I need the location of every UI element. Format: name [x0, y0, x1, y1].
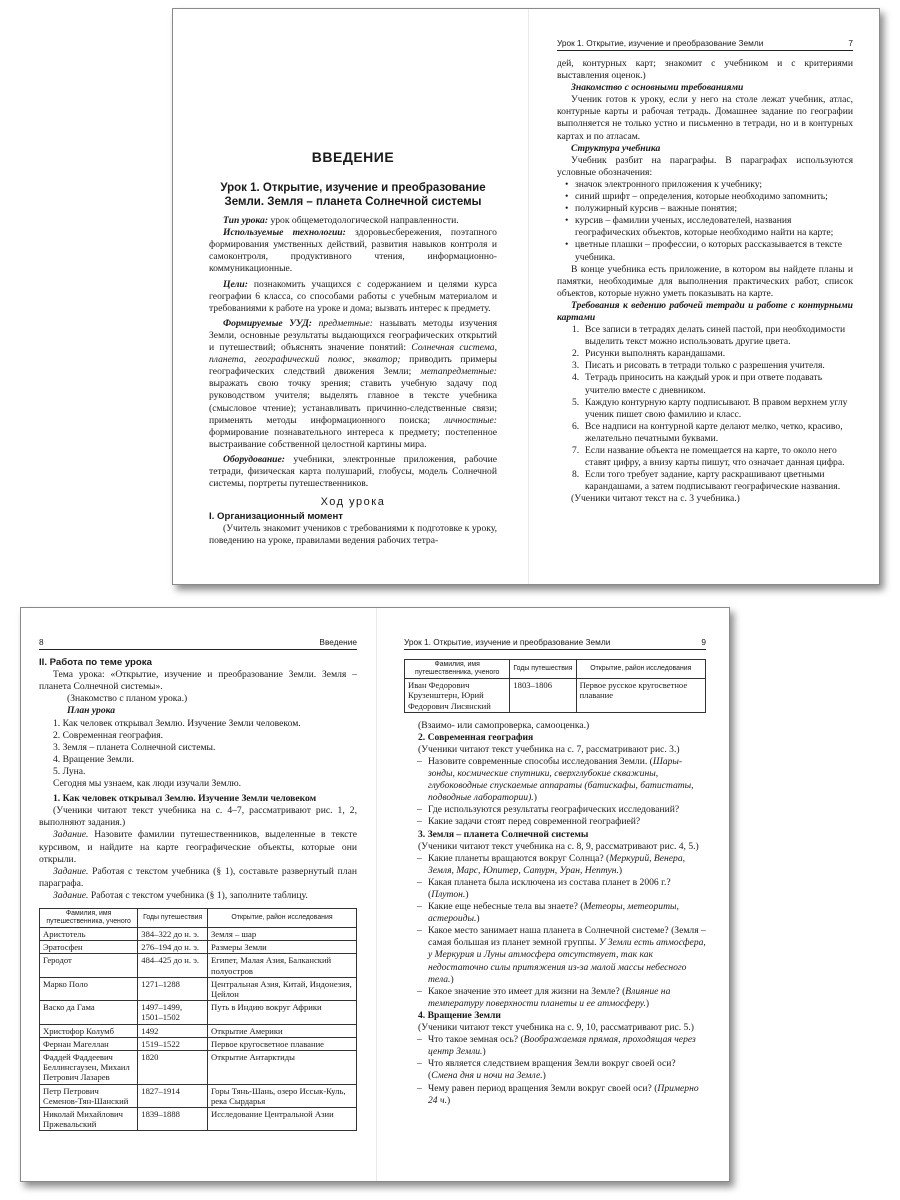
table-row	[40, 977, 357, 1000]
travelers-table	[39, 908, 357, 1131]
subheading-notebook-rules: Требования к ведению рабочей тетради и работе с контурными картами	[557, 299, 853, 323]
table-cell: Центральная Азия, Китай, Индонезия, Цейлон	[208, 977, 357, 1000]
lesson-technologies: Используемые технологии: здоровьесбережения, поэтапного формирования умственных действий, развития навыков контроля и самоконтроля, продуктивного чтения, информационно-коммуникационные.	[209, 227, 497, 275]
page-8	[39, 636, 357, 1181]
page-7-right-column	[557, 39, 853, 584]
table-header-cell: Открытие, район исследования	[208, 908, 357, 927]
table-row	[40, 1051, 357, 1085]
plan-item: 1. Как человек открывал Землю. Изучение Земли человеком.	[53, 717, 301, 729]
plan-item: 3. Земля – планета Солнечной системы.	[53, 741, 216, 753]
plan-item: 5. Луна.	[53, 765, 86, 777]
list-item: 5. Каждую контурную карту подписывают. В правом верхнем углу ученик пишет свою фамилию и класс.	[572, 396, 848, 420]
table-row	[40, 941, 357, 954]
task-2: Задание. Работая с текстом учебника (§ 1), составьте развернутый план параграфа.	[39, 865, 357, 889]
table-cell: 1271–1288	[138, 977, 208, 1000]
table-cell: Аристотель	[40, 927, 138, 940]
table-header-row	[405, 660, 706, 679]
section-1-heading: I. Организационный момент	[209, 511, 343, 523]
subsection-1-text: (Ученики читают текст учебника на с. 4–7, рассматривают рис. 1, 2, выполняют задания.)	[39, 805, 357, 829]
table-row	[40, 1108, 357, 1131]
table-cell: Иван Федорович Крузенштерн, Юрий Федорович Лисянский	[405, 679, 510, 713]
lesson-topic: Тема урока: «Открытие, изучение и преобразование Земли. Земля – планета Солнечной системы».	[39, 669, 357, 693]
table-cell: 484–425 до н. э.	[138, 954, 208, 977]
list-item: • курсив – фамилии ученых, исследователей, названия географических объектов, которые необходимо найти на карте;	[575, 215, 853, 239]
table-cell: Первое кругосветное плавание	[208, 1037, 357, 1050]
table-cell: Открытие Америки	[208, 1024, 357, 1037]
table-row	[405, 679, 706, 713]
list-item: 3. Писать и рисовать в тетради только с разрешения учителя.	[572, 360, 825, 372]
subsection-2-heading: 2. Современная география	[418, 731, 534, 743]
question-item: – Какие планеты вращаются вокруг Солнца? (Меркурий, Венера, Земля, Марс, Юпитер, Сатурн, Уран, Нептун.)	[428, 853, 706, 877]
subheading-textbook-structure: Структура учебника	[571, 142, 661, 154]
list-item: 2. Рисунки выполнять карандашами.	[572, 348, 726, 360]
lesson-title-line-1: Урок 1. Открытие, изучение и преобразование	[220, 182, 486, 195]
continued-text: дей, контурных карт; знакомит с учебником и с критериями выставления оценок.)	[557, 58, 853, 82]
table-row	[40, 927, 357, 940]
table-cell: Фаддей Фаддеевич Беллинсгаузен, Михаил Петрович Лазарев	[40, 1051, 138, 1085]
table-cell: 1827–1914	[138, 1084, 208, 1107]
table-cell: Фернан Магеллан	[40, 1037, 138, 1050]
subsection-2-questions	[404, 756, 706, 829]
subsection-4-questions	[404, 1034, 706, 1107]
question-item: – Где используются результаты географических исследований?	[428, 804, 706, 816]
table-cell: 1492	[138, 1024, 208, 1037]
table-row	[40, 1037, 357, 1050]
chapter-title: ВВЕДЕНИЕ	[311, 149, 395, 165]
table-header-cell: Фамилия, имя путешественника, ученого	[405, 660, 510, 679]
question-item: – Что является следствием вращения Земли вокруг своей оси? (Смена дня и ночи на Земле.)	[428, 1058, 706, 1082]
list-item: 6. Все надписи на контурной карте делают мелко, четко, красиво, желательно печатными буквами.	[572, 420, 843, 444]
page-fold	[528, 9, 529, 584]
today-text: Сегодня мы узнаем, как люди изучали Землю.	[53, 778, 242, 790]
plan-item: 2. Современная география.	[53, 729, 164, 741]
question-item: – Какое место занимает наша планета в Солнечной системе? (Земля – самая большая из планет земной группы. У Земли есть атмосфера, у Меркурия и Луны атмосфера отсутствует, так как недостаточно силы притяжения из-за малой массы небесного тела.)	[428, 925, 706, 985]
travelers-table-continued	[404, 659, 706, 713]
page-7-running-header	[557, 37, 853, 51]
table-row	[40, 1024, 357, 1037]
table-cell: Путь в Индию вокруг Африки	[208, 1001, 357, 1024]
table-header-cell: Открытие, район исследования	[576, 660, 705, 679]
top-page-spread	[172, 8, 880, 585]
table-cell: 384–322 до н. э.	[138, 927, 208, 940]
page-9	[404, 636, 706, 1181]
list-item: 8. Если того требует задание, карту раскрашивают цветными карандашами, а затем подписывают географические названия.	[572, 469, 841, 493]
lesson-type: Тип урока: урок общеметодологической направленности.	[223, 215, 459, 227]
requirements-text: Ученик готов к уроку, если у него на столе лежат учебник, атлас, контурные карты и рабочая тетрадь. Домашнее задание по географии выполняется не только устно и письменно в тетради, но и в контурных картах и по атласам.	[557, 94, 853, 142]
table-cell: 1803–1806	[510, 679, 576, 713]
section-2-heading: II. Работа по теме урока	[39, 657, 152, 669]
table-cell: 1519–1522	[138, 1037, 208, 1050]
lesson-course-heading: Ход урока	[320, 496, 386, 509]
table-cell: 1497–1499, 1501–1502	[138, 1001, 208, 1024]
table-row	[40, 1001, 357, 1024]
table-cell: Эратосфен	[40, 941, 138, 954]
question-item: – Какие задачи стоят перед современной географией?	[428, 816, 706, 828]
task-3: Задание. Работая с текстом учебника (§ 1), заполните таблицу.	[53, 889, 308, 901]
lesson-equipment: Оборудование: учебники, электронные приложения, рабочие тетради, физическая карта полушарий, глобусы, модель Солнечной системы, портреты путешественников.	[209, 453, 497, 490]
table-row	[40, 954, 357, 977]
table-header-cell: Фамилия, имя путешественника, ученого	[40, 908, 138, 927]
subsection-4-heading: 4. Вращение Земли	[418, 1009, 501, 1021]
page-number: 9	[701, 637, 706, 647]
notebook-rules-list	[557, 324, 853, 493]
subsection-3-heading: 3. Земля – планета Солнечной системы	[418, 828, 589, 840]
list-item: • значок электронного приложения к учебнику;	[575, 179, 853, 191]
page-9-running-header	[404, 636, 706, 650]
bottom-page-spread	[20, 607, 730, 1182]
subheading-requirements: Знакомство с основными требованиями	[571, 82, 744, 94]
section-1-text: (Учитель знакомит учеников с требованиями к подготовке к уроку, поведению на уроке, правилами ведения рабочих тетра-	[209, 523, 497, 547]
page-7-left-column	[209, 151, 497, 584]
table-cell: Египет, Малая Азия, Балканский полуостров	[208, 954, 357, 977]
subsection-3-questions	[404, 853, 706, 1010]
list-item: • цветные плашки – профессии, о которых рассказывается в тексте учебника.	[575, 239, 853, 263]
question-item: – Какое значение это имеет для жизни на Земле? (Влияние на температуру поверхности планеты и ее атмосферу.)	[428, 986, 706, 1010]
list-item: • полужирный курсив – важные понятия;	[575, 203, 853, 215]
subsection-3-text: (Ученики читают текст учебника на с. 8, 9, рассматривают рис. 4, 5.)	[418, 840, 699, 852]
page-8-running-header	[39, 636, 357, 650]
appendix-text: В конце учебника есть приложение, в котором вы найдете планы и памятки, необходимые для выполнения практических работ, список объектов, которые нужно уметь показывать на карте.	[557, 263, 853, 299]
table-cell: Петр Петрович Семенов-Тян-Шанский	[40, 1084, 138, 1107]
textbook-structure-text: Учебник разбит на параграфы. В параграфах используются условные обозначения:	[557, 154, 853, 178]
closing-text: (Ученики читают текст на с. 3 учебника.)	[571, 493, 740, 505]
task-1: Задание. Назовите фамилии путешественников, выделенные в тексте курсивом, и найдите на карте географические объекты, которые они открыли.	[39, 829, 357, 865]
lesson-goals: Цели: познакомить учащихся с содержанием и целями курса географии 6 класса, со способами работы с учебным материалом и требованиями к работе на уроке и дома; вызвать интерес к предмету.	[209, 278, 497, 314]
list-item: 1. Все записи в тетрадях делать синей пастой, при необходимости выделить текст можно использовать другие цвета.	[572, 324, 846, 348]
list-item: 4. Тетрадь приносить на каждый урок и при ответе подавать учителю вместе с дневником.	[572, 372, 823, 396]
lesson-uud: Формируемые УУД: предметные: называть методы изучения Земли, основные результаты выдающихся географических открытий и путешествий; объяснять значение понятий: Солнечная система, планета, географический полюс, экватор; приводить примеры географических следствий движения Земли; метапредметные: выражать свою точку зрения; ставить учебную задачу под руководством учителя; выделять главное в тексте учебника (смысловое чтение); устанавливать причинно-следственные связи; применять методы информационного поиска; личностные: формирование познавательного интереса к предмету; постепенное выстраивание собственной целостной картины мира.	[209, 317, 497, 450]
table-cell: Христофор Колумб	[40, 1024, 138, 1037]
running-header-title: Урок 1. Открытие, изучение и преобразование Земли	[404, 637, 611, 647]
page-fold	[376, 608, 377, 1181]
table-cell: Первое русское кругосветное плавание	[576, 679, 705, 713]
plan-intro: (Знакомство с планом урока.)	[67, 693, 188, 705]
table-cell: 1839–1888	[138, 1108, 208, 1131]
table-row	[40, 1084, 357, 1107]
subsection-2-text: (Ученики читают текст учебника на с. 7, рассматривают рис. 3.)	[418, 743, 680, 755]
table-cell: Геродот	[40, 954, 138, 977]
subsection-1-heading: 1. Как человек открывал Землю. Изучение Земли человеком	[53, 793, 317, 805]
table-header-row	[40, 908, 357, 927]
table-header-cell: Годы путешествия	[138, 908, 208, 927]
question-item: – Назовите современные способы исследования Земли. (Шары-зонды, космические спутники, сверхглубокие скважины, глубоководные спускаемые аппараты (батискафы, батистаты, подводные лаборатории).)	[428, 756, 706, 804]
subsection-4-text: (Ученики читают текст учебника на с. 9, 10, рассматривают рис. 5.)	[418, 1022, 694, 1034]
table-cell: Земля – шар	[208, 927, 357, 940]
plan-item: 4. Вращение Земли.	[53, 753, 135, 765]
table-cell: Васко да Гама	[40, 1001, 138, 1024]
question-item: – Чему равен период вращения Земли вокруг своей оси? (Примерно 24 ч.)	[428, 1083, 706, 1107]
table-cell: Николай Михайлович Пржевальский	[40, 1108, 138, 1131]
legend-list	[557, 179, 853, 264]
running-header-title: Урок 1. Открытие, изучение и преобразование Земли	[557, 38, 764, 48]
check-text: (Взаимо- или самопроверка, самооценка.)	[418, 719, 590, 731]
table-cell: Горы Тянь-Шань, озеро Иссык-Куль, река Сырдарья	[208, 1084, 357, 1107]
question-item: – Какие еще небесные тела вы знаете? (Метеоры, метеориты, астероиды.)	[428, 901, 706, 925]
question-item: – Что такое земная ось? (Воображаемая прямая, проходящая через центр Земли.)	[428, 1034, 706, 1058]
plan-label: План урока	[67, 705, 116, 717]
table-cell: 1820	[138, 1051, 208, 1085]
question-item: – Какая планета была исключена из состава планет в 2006 г.? (Плутон.)	[428, 877, 706, 901]
page-number: 7	[848, 38, 853, 48]
running-header-title: Введение	[319, 637, 357, 647]
list-item: • синий шрифт – определения, которые необходимо запомнить;	[575, 191, 853, 203]
page-number: 8	[39, 637, 44, 647]
table-header-cell: Годы путешествия	[510, 660, 576, 679]
table-cell: Марко Поло	[40, 977, 138, 1000]
table-cell: Открытие Антарктиды	[208, 1051, 357, 1085]
lesson-title-line-2: Земли. Земля – планета Солнечной системы	[224, 196, 482, 209]
list-item: 7. Если название объекта не помещается на карте, то около него ставят цифру, а внизу карты пишут, что означает данная цифра.	[572, 445, 845, 469]
table-cell: Исследование Центральной Азии	[208, 1108, 357, 1131]
table-cell: Размеры Земли	[208, 941, 357, 954]
table-cell: 276–194 до н. э.	[138, 941, 208, 954]
